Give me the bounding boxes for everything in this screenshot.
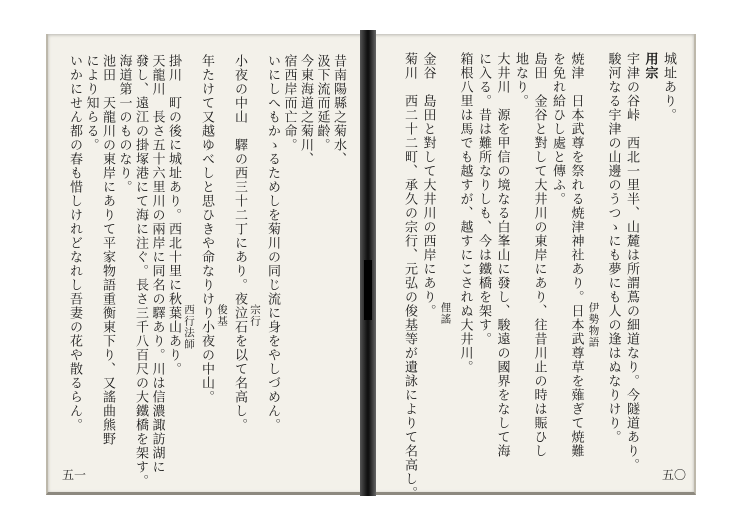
right-page-column: 俚謠 xyxy=(439,302,452,325)
right-page xyxy=(372,34,696,500)
right-page-number: 五〇 xyxy=(662,468,687,482)
right-page-column: 用宗 xyxy=(642,52,658,80)
left-page-number: 五一 xyxy=(62,468,87,482)
right-page-column: 城址あり。 xyxy=(661,52,676,122)
right-page-column: を免れ給ひし處と傳ふ。 xyxy=(550,52,565,206)
right-page-column: 大井川 源を甲信の境なる白峯山に發し、駿遠の國界をなして海 xyxy=(494,52,510,458)
left-page-column: 天龍川 長さ五十六里川の兩岸に同名の驛あり。川は信濃諏訪湖に xyxy=(149,54,165,474)
left-page-column: 掛川 町の後に城址あり。西北十里に秋葉山あり。 xyxy=(166,54,181,376)
left-page-column: 宿西岸而亡命。 xyxy=(281,54,297,152)
left-page-column: いかにせん都の春も惜しけれどなれし吾妻の花や散るらん。 xyxy=(67,54,82,432)
right-page-column: に入る。昔は難所なりしも、今は鐵橋を架す。 xyxy=(476,52,491,346)
left-page-column: により知らる。 xyxy=(83,54,99,152)
left-page xyxy=(46,34,366,495)
left-page-column: いにしへもかゝるためしを菊川の同じ流に身をやしづめん。 xyxy=(265,54,280,432)
left-page-column: 發し、遠江の掛塚港にて海に注ぐ。長さ三千八百尺の大鐵橋を架す。 xyxy=(133,54,148,488)
right-page-column: 宇津の谷峠 西北一里半、山麓は所謂蔦の細道なり。今隧道あり。 xyxy=(624,52,639,472)
right-page-column: 伊勢物語 xyxy=(587,302,600,348)
left-page-column: 俊基 xyxy=(216,304,228,327)
left-page-column: 今東海道之菊川、 xyxy=(298,54,313,166)
right-page-column: 島田 金谷と對して大井川の東岸にあり、往昔川止の時は賑ひし xyxy=(531,52,547,458)
right-page-column: 金谷 島田と對して大井川の西岸にあり。 xyxy=(420,52,436,318)
left-page-column: 西行法師 xyxy=(183,304,195,350)
left-page-column: 小夜の中山 驛の西三十二丁にあり。夜泣石を以て名高し。 xyxy=(232,54,247,432)
binding-thread xyxy=(364,260,372,320)
left-page-column: 年たけて又越ゆべしと思ひきや命なりけり小夜の中山。 xyxy=(199,54,214,404)
left-page-column: 宗行 xyxy=(249,304,261,327)
left-page-column: 昔南陽縣之菊水、 xyxy=(331,54,346,166)
left-page-column: 汲下流而延齡。 xyxy=(314,54,330,152)
right-page-column: 地なり。 xyxy=(513,52,528,108)
right-page-column: 焼津 日本武尊を祭れる焼津神社あり。日本武尊草を薙ぎて焼難 xyxy=(568,52,584,458)
left-page-column: 海道第一のものなり。 xyxy=(116,54,132,194)
right-page-column: 箱根八里は馬でも越すが、越すにこされぬ大井川。 xyxy=(457,52,473,374)
right-page-column: 菊川 西二十二町、承久の宗行、元弘の俊基等が遺詠によりて名高し。 xyxy=(402,52,417,500)
left-page-column: 池田 天龍川の東岸にありて平家物語重衡東下り、又謠曲熊野 xyxy=(100,54,115,446)
right-page-column: 駿河なる宇津の山邊のうつゝにも夢にも人の逢はぬなりけり。 xyxy=(605,52,621,444)
